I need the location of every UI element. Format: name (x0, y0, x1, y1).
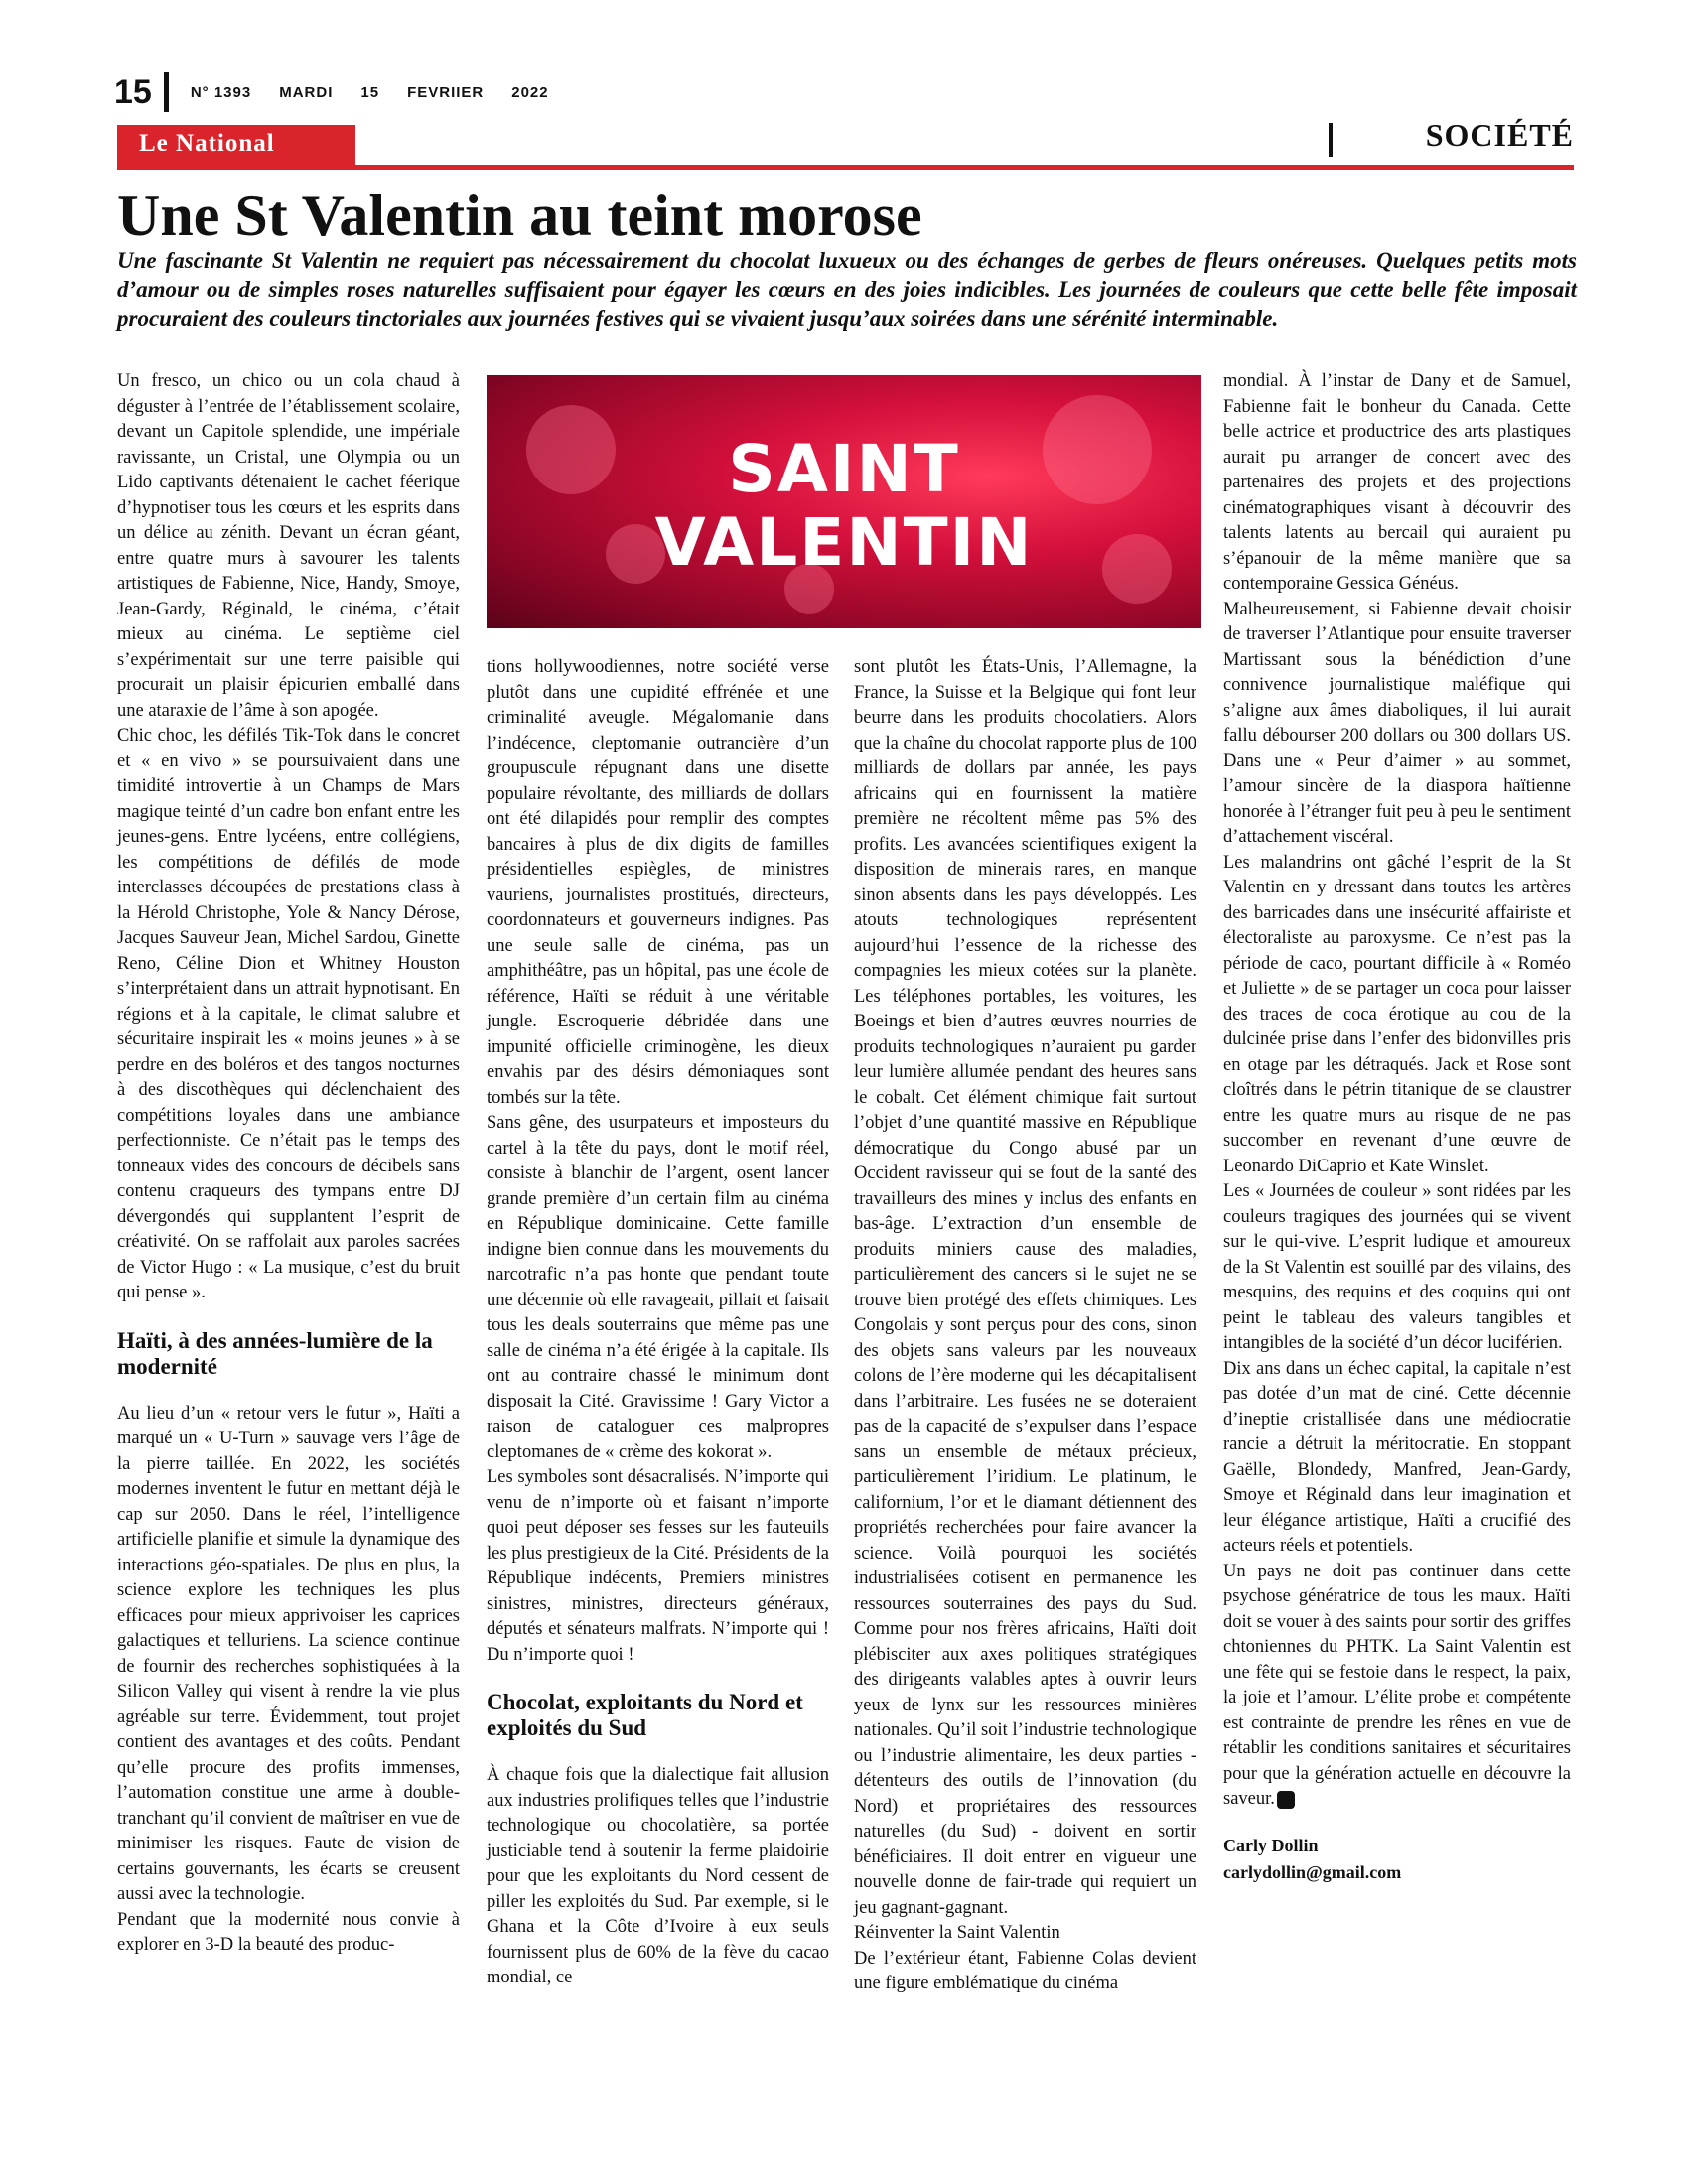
author-email[interactable]: carlydollin@gmail.com (1223, 1861, 1402, 1882)
image-text-line2: VALENTIN (654, 504, 1034, 581)
article-title: Une St Valentin au teint morose (117, 183, 922, 248)
subheading: Chocolat, exploitants du Nord et exploités du Sud (487, 1690, 803, 1740)
issue-day: MARDI (279, 83, 334, 101)
paragraph: Pendant que la modernité nous convie à explorer en 3-D la beauté des produc- (117, 1909, 460, 1955)
paragraph: tions hollywoodiennes, notre société verse plutôt dans une cupidité effrénée et une criminalité aveugle. Mégalomanie dans l’indécence, cleptomanie outrancière d’un groupuscule répugnant dans une disette populaire révoltante, des milliards de dollars ont été dilapidés pour remplir des comptes bancaires à plus de dix digits de familles présidentielles espiègles, de ministres vauriens, journalistes prostitués, directeurs, coordonnateurs et gouverneurs indignes. Pas une seule salle de cinéma, pas un amphithéâtre, pas un hôpital, pas une école de référence, Haïti se réduit à une véritable jungle. Escroquerie débridée dans une impunité officielle criminogène, les dieux envahis par des désirs démoniaques sont tombés sur la tête. (487, 657, 829, 1108)
page-header (114, 68, 577, 117)
signature (1223, 1833, 1571, 1886)
end-of-article-icon (1277, 1791, 1295, 1809)
paragraph: Les malandrins ont gâché l’esprit de la St Valentin en y dressant dans toutes les artères des barricades dans une insécurité affairiste et électoraliste au paroxysme. Ce n’est pas la période de caco, pourtant difficile à « Roméo et Juliette » de se partager un coca pour laisser des traces de coca érotique au cou de la dulcinée prise dans l’enfer des bidonvilles pris en otage par les détraqués. Jack et Rose sont cloîtrés dans le pétrin titanique de se claustrer entre les quatre murs au risque de ne pas succomber en revenant d’une œuvre de Leonardo DiCaprio et Kate Winslet. (1223, 852, 1571, 1176)
paragraph: mondial. À l’instar de Dany et de Samuel, Fabienne fait le bonheur du Canada. Cette belle actrice et productrice des arts plastiques aurait pu arranger de concert avec des partenaires des projets et des projections cinématographiques visant à découvrir des talents latents au bercail qui auraient pu s’épanouir de la même manière que sa contemporaine Gessica Généus. (1223, 371, 1571, 594)
publication-name: Le National (139, 130, 275, 157)
subheading: Haïti, à des années-lumière de la modernité (117, 1327, 433, 1379)
paragraph: Les symboles sont désacralisés. N’importe qui venu de n’importe où et faisant n’importe quoi peut déposer ses fesses sur les fauteuils les plus prestigieux de la Cité. Présidents de la République indécents, Premiers ministres sinistres, ministres, directeurs généraux, députés et sénateurs malfrats. N’importe qui ! Du n’importe quoi ! (487, 1467, 829, 1665)
issue-date: 15 (360, 83, 380, 101)
author-name: Carly Dollin (1223, 1835, 1319, 1855)
paragraph: Au lieu d’un « retour vers le futur », Haïti a marqué un « U-Turn » sauvage vers l’âge de la pierre taillée. En 2022, les sociétés modernes inventent le futur en mettant déjà le cap sur 2050. Dans le réel, l’intelligence artificielle planifie et simule la dynamique des interactions géo-spatiales. De plus en plus, la science explore les techniques les plus efficaces pour mieux apprivoiser les caprices galactiques et telluriens. La science continue de fournir des recherches sophistiquées à la Silicon Valley qui visent à rendre la vie plus agréable sur terre. Évidemment, tout projet contient des avantages et des coûts. Pendant qu’elle procure des profits immenses, l’automation constitue une arme à double-tranchant qu’il convient de maîtriser en vue de minimiser les risques. Faute de vision de certains gouvernants, les écarts se creusent aussi avec la technologie. (117, 1403, 460, 1904)
image-text-line1: SAINT (728, 431, 960, 507)
image-caption-text (487, 433, 1201, 580)
issue-info (191, 84, 577, 101)
issue-number: N° 1393 (190, 83, 252, 101)
article-lead: Une fascinante St Valentin ne requiert pas nécessairement du chocolat luxueux ou des échanges de gerbes de fleurs onéreuses. Quelques petits mots d’amour ou de simples roses naturelles suffisaient pour égayer les cœurs en des joies indicibles. Les journées de couleurs que cette belle fête imposait procuraient des couleurs tinctoriales aux journées festives qui se vivaient jusqu’aux soirées dans une sérénité interminable. (117, 248, 1577, 331)
paragraph: Les « Journées de couleur » sont ridées par les couleurs tragiques des journées qui se vivent sur le qui-vive. L’esprit ludique et amoureux de la St Valentin est souillé par des vilains, des mesquins, des requins et des coquins qui ont peint le tableau des valeurs tangibles et intangibles de la société d’un décor luciférien. (1223, 1181, 1571, 1353)
paragraph: sont plutôt les États-Unis, l’Allemagne, la France, la Suisse et la Belgique qui font leur beurre dans les produits chocolatiers. Alors que la chaîne du chocolat rapporte plus de 100 milliards de dollars par année, les pays africains qui en fournissent la matière première ne récoltent même pas 5% des profits. Les avancées scientifiques exigent la disposition de minerais rares, en manque sinon absents dans les pays développés. Les atouts technologiques représentent aujourd’hui l’essence de la richesse des compagnies les mieux cotées sur la planète. Les téléphones portables, les voitures, les Boeings et bien d’autres œuvres nourries de produits technologiques n’auraient pu garder leur lumière allumée pendant des heures sans le cobalt. Cet élément chimique fait surtout l’objet d’une quantité massive en République démocratique du Congo abusé par un Occident ravisseur qui se fout de la santé des travailleurs des mines y inclus des enfants en bas-âge. L’extraction d’un ensemble de produits miniers cause des maladies, particulièrement des cancers si le sujet ne se trouve bien protégé des effets chimiques. Les Congolais y sont perçus pour des cons, sinon des objets sans valeurs par les nouveaux colons de l’ère moderne qui les décapitalisent dans l’arbitraire. Les fusées ne se doteraient pas de la capacité de s’expulser dans l’espace sans un ensemble de métaux précieux, particulièrement l’iridium. Le platinum, le californium, l’or et le diamant détiennent des propriétés recherchées pour faire avancer la science. Voilà pourquoi les sociétés industrialisées cotisent en permanence les ressources souterraines des pays du Sud. Comme pour nos frères africains, Haïti doit plébisciter aux axes politiques stratégiques des dirigeants valables aptes à ouvrir leurs yeux de lynx sur les ressources minières nationales. Qu’il soit l’industrie technologique ou l’industrie alimentaire, les deux parties - détenteurs des outils de l’innovation (du Nord) et propriétaires des ressources naturelles (du Sud) - doivent en sortir bénéficiaires. Il doit entrer en vigueur une nouvelle donne de fair-trade qui requiert un jeu gagnant-gagnant. (854, 657, 1196, 1918)
paragraph-last (1223, 1560, 1571, 1813)
paragraph: À chaque fois que la dialectique fait allusion aux industries prolifiques telles que l’industrie technologique ou chocolatière, sa portée justiciable tend à soutenir la ferme plaidoirie pour que les exploitants du Nord cessent de piller les exploités du Sud. Par exemple, si le Ghana et la Côte d’Ivoire à eux seuls fournissent plus de 60% de la fève du cacao mondial, ce (487, 1765, 829, 1987)
page-number: 15 (114, 72, 152, 111)
paragraph: Réinventer la Saint Valentin (854, 1923, 1060, 1943)
paragraph: Un pays ne doit pas continuer dans cette psychose génératrice de tous les maux. Haïti doit se vouer à des saints pour sortir des griffes chtoniennes du PHTK. La Saint Valentin est une fête qui se festoie dans le respect, la paix, la joie et l’amour. L’élite probe et compétente est contrainte de prendre les rênes en vue de rétablir les conditions sanitaires et sécuritaires pour que la génération actuelle en découvre la saveur. (1223, 1561, 1571, 1809)
paragraph: Sans gêne, des usurpateurs et imposteurs du cartel à la tête du pays, dont le motif réel, consiste à blanchir de l’argent, osent lancer grande première d’un certain film au cinéma en République dominicaine. Cette famille indigne bien connue dans les mouvements du narcotrafic n’a pas honte que pendant toute une décennie où elle ravageait, pillait et faisait tous les deals souterrains que même pas une salle de cinéma n’a été érigée à la capitale. Ils ont au contraire chassé le minimum dont disposait la Cité. Gravissime ! Gary Victor a raison de cataloguer ces malpropres cleptomanes de « crème des kokorat ». (487, 1113, 829, 1462)
paragraph: Malheureusement, si Fabienne devait choisir de traverser l’Atlantique pour ensuite traverser Martissant sous la bénédiction d’une connivence journalistique maléfique qui s’aligne aux âmes diaboliques, il lui aurait fallu débourser 200 dollars ou 300 dollars US. Dans une « Peur d’aimer » au sommet, l’amour sincère de la diaspora haïtienne honorée à l’étranger fuit peu à peu le sentiment d’attachement viscéral. (1223, 599, 1571, 847)
saint-valentin-image (487, 375, 1201, 628)
section-divider (1329, 123, 1333, 157)
header-rule (117, 165, 1574, 170)
issue-month: FEVRIIER (407, 83, 485, 101)
issue-year: 2022 (511, 83, 549, 101)
paragraph: Dix ans dans un échec capital, la capitale n’est pas dotée d’un mat de ciné. Cette décennie d’ineptie cristallisée dans une médiocratie rancie a détruit la méritocratie. En stoppant Gaëlle, Blondedy, Manfred, Jean-Gardy, Smoye et Réginald dans leur imagination et leur élégance artistique, Haïti a crucifié des acteurs réels et potentiels. (1223, 1358, 1571, 1556)
column-4 (1223, 369, 1571, 1886)
header-divider (164, 72, 169, 112)
paragraph: Chic choc, les défilés Tik-Tok dans le concret et « en vivo » se poursuivaient dans une timidité introvertie à un Champs de Mars magique teinté d’un cadre bon enfant entre les jeunes-gens. Entre lycéens, entre collégiens, les compétitions de défilés de mode interclasses découpées de prestations class à la Hérold Christophe, Yole & Nancy Dérose, Jacques Sauveur Jean, Michel Sardou, Ginette Reno, Céline Dion et Whitney Houston s’interprétaient dans un attrait hypnotisant. En régions et à la capitale, le climat salubre et sécuritaire inspirait les « moins jeunes » à se perdre en des boléros et des tangos nocturnes à des discothèques qui déclenchaient des compétitions loyales dans une ambiance perfectionniste. Ce n’était pas le temps des tonneaux vides des concours de décibels sans contenu craqueurs des tympans entre DJ dévergondés qui supplantent l’esprit de créativité. On se raffolait aux paroles sacrées de Victor Hugo : « La musique, c’est du bruit qui pense ». (117, 726, 460, 1302)
column-1 (117, 369, 460, 1959)
section-label: SOCIÉTÉ (1425, 117, 1574, 153)
column-3 (854, 655, 1196, 1997)
paragraph: Un fresco, un chico ou un cola chaud à déguster à l’entrée de l’établissement scolaire, devant un Capitole splendide, une impériale ravissante, un Cristal, une Olympia ou un Lido captivants détenaient le cachet féerique d’hypnotiser tous les cœurs et les esprits dans un délice au zénith. Devant un écran géant, entre quatre murs à savourer les talents artistiques de Fabienne, Nice, Handy, Smoye, Jean-Gardy, Réginald, le cinéma, c’était mieux au cinéma. Le septième ciel s’expérimentait sur une terre paisible qui procurait un plaisir épicurien emballé dans une ataraxie de l’âme à son apogée. (117, 371, 460, 721)
paragraph: De l’extérieur étant, Fabienne Colas devient une figure emblématique du cinéma (854, 1948, 1196, 1993)
column-2 (487, 655, 829, 1991)
